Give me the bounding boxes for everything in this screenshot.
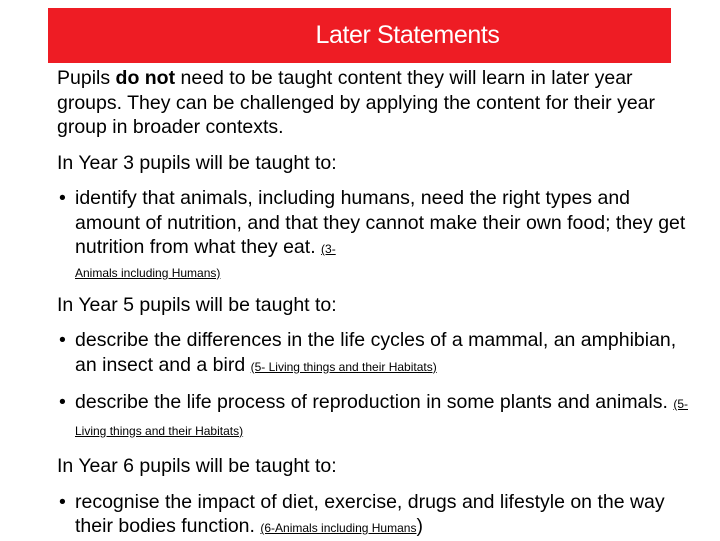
year3-heading: In Year 3 pupils will be taught to: [57, 151, 337, 174]
bullet-point: • [59, 187, 66, 209]
intro-pre: Pupils [57, 67, 116, 89]
year6-bullet [57, 490, 697, 541]
bullet-point: • [59, 329, 66, 351]
year3-source-end: Animals including Humans) [75, 265, 221, 280]
year6-bullet-text: recognise the impact of diet, exercise, drugs and lifestyle on the way their bodies function. [75, 490, 665, 537]
year5-bullet-2 [57, 390, 697, 443]
year3-bullet [57, 186, 697, 282]
slide-title: Later Statements [315, 21, 500, 49]
year5-bullet-1 [57, 328, 697, 379]
year6-source: (6-Animals including Humans [260, 521, 417, 535]
year3-bullet-text: identify that animals, including humans, need the right types and amount of nutrition, and that they cannot make their own food; they get nutrition from what they eat. [75, 187, 686, 258]
bullet-point: • [59, 490, 66, 513]
bullet-point: • [59, 391, 66, 413]
year5-heading: In Year 5 pupils will be taught to: [57, 293, 337, 316]
intro-post: need to be taught content they will learn in later year groups. They can be challenged by applying the content for their year group in broader contexts. [57, 67, 656, 138]
intro-bold: do not [115, 67, 176, 89]
year5-bullet-2-source: (5- Living things and their Habitats) [75, 397, 688, 438]
year3-source-start: (3- [321, 242, 336, 256]
year5-bullet-1-text: describe the differences in the life cycles of a mammal, an amphibian, an insect and a bird [75, 329, 677, 376]
year6-source-close: ) [416, 515, 423, 537]
intro-paragraph [57, 66, 697, 140]
year5-bullet-1-source: (5- Living things and their Habitats) [250, 359, 437, 374]
title-banner [48, 8, 671, 63]
slide-body [57, 66, 697, 541]
year5-bullet-2-text: describe the life process of reproduction in some plants and animals. [75, 391, 668, 413]
year6-heading: In Year 6 pupils will be taught to: [57, 455, 337, 477]
